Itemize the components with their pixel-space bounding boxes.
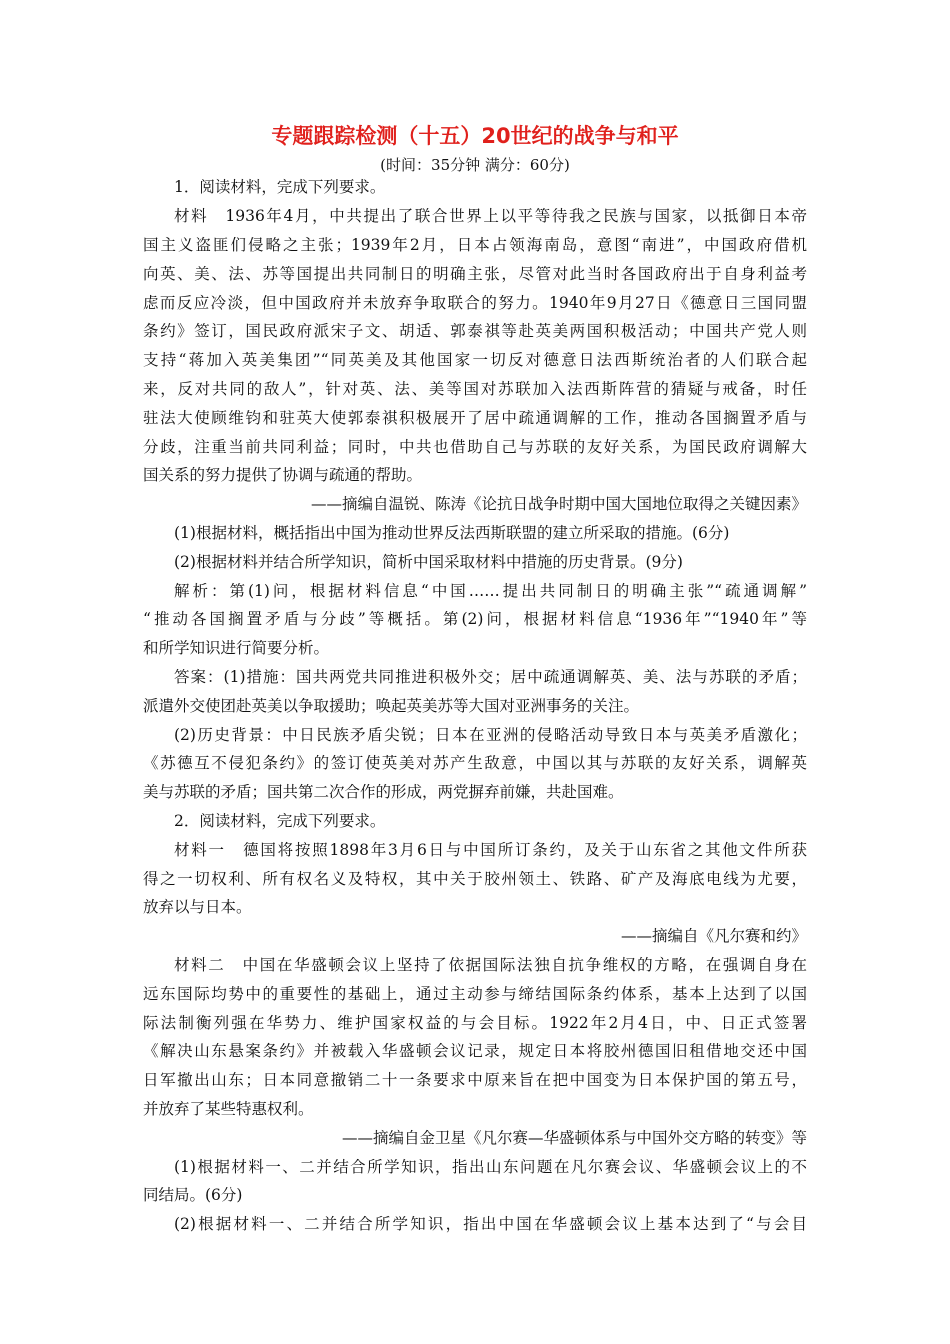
material-text-line: 向英、美、法、苏等国提出共同制日的明确主张，尽管对此当时各国政府出于自身利益考 — [143, 265, 807, 283]
material-text-line: 放弃以与日本。 — [143, 898, 252, 916]
material-text-line: 驻法大使顾维钧和驻英大使郭泰祺积极展开了居中疏通调解的工作，推动各国搁置矛盾与 — [143, 409, 807, 427]
source-citation: ——摘编自《凡尔赛和约》 — [620, 927, 807, 945]
material-text-line: 得之一切权利、所有权名义及特权，其中关于胶州领土、铁路、矿产及海底电线为尤要， — [143, 870, 807, 888]
material-text-line: 材料一 德国将按照1898年3月6日与中国所订条约，及关于山东省之其他文件所获 — [174, 841, 807, 859]
source-citation: ——摘编自温锐、陈涛《论抗日战争时期中国大国地位取得之关键因素》 — [310, 495, 807, 513]
question-1-prompt: 1．阅读材料，完成下列要求。 — [174, 178, 386, 196]
material-text-line: 日军撤出山东；日本同意撤销二十一条要求中原来旨在把中国变为日本保护国的第五号， — [143, 1071, 807, 1089]
time-score-info: (时间：35分钟 满分：60分) — [380, 156, 570, 174]
material-text-line: 材料 1936年4月，中共提出了联合世界上以平等待我之民族与国家，以抵御日本帝 — [174, 207, 807, 225]
answer-text-line: 派遣外交使团赴英美以争取援助；唤起英美苏等大国对亚洲事务的关注。 — [143, 697, 640, 715]
material-text-line: 远东国际均势中的重要性的基础上，通过主动参与缔结国际条约体系，基本上达到了以国 — [143, 985, 807, 1003]
material-text-line: 国主义盗匪们侵略之主张；1939年2月，日本占领海南岛，意图“南进”，中国政府借机 — [143, 236, 807, 254]
source-citation: ——摘编自金卫星《凡尔赛—华盛顿体系与中国外交方略的转变》等 — [341, 1129, 807, 1147]
analysis-text-line: 和所学知识进行简要分析。 — [143, 639, 330, 657]
material-text-line: 支持“蒋加入英美集团”“同英美及其他国家一切反对德意日法西斯统治者的人们联合起 — [143, 351, 807, 369]
answer-text-line: 《苏德互不侵犯条约》的签订使英美对苏产生敌意，中国以其与苏联的友好关系，调解英 — [143, 754, 807, 772]
answer-text-line: 答案：(1)措施：国共两党共同推进积极外交；居中疏通调解英、美、法与苏联的矛盾； — [174, 668, 807, 686]
sub-question: 同结局。(6分) — [143, 1186, 243, 1204]
sub-question: (1)根据材料，概括指出中国为推动世界反法西斯联盟的建立所采取的措施。(6分) — [174, 524, 730, 542]
sub-question: (2)根据材料并结合所学知识，简析中国采取材料中措施的历史背景。(9分) — [174, 553, 683, 571]
material-text-line: 分歧，注重当前共同利益；同时，中共也借助自己与苏联的友好关系，为国民政府调解大 — [143, 438, 807, 456]
analysis-text-line: 解析：第(1)问，根据材料信息“中国……提出共同制日的明确主张”“疏通调解” — [174, 582, 807, 600]
material-text-line: 《解决山东悬案条约》并被载入华盛顿会议记录，规定日本将胶州德国旧租借地交还中国 — [143, 1042, 807, 1060]
page-title: 专题跟踪检测（十五）20世纪的战争与和平 — [271, 124, 679, 148]
material-text-line: 材料二 中国在华盛顿会议上坚持了依据国际法独自抗争维权的方略，在强调自身在 — [174, 956, 807, 974]
sub-question: (2)根据材料一、二并结合所学知识，指出中国在华盛顿会议上基本达到了“与会目 — [174, 1215, 807, 1233]
material-text-line: 国关系的努力提供了协调与疏通的帮助。 — [143, 466, 423, 484]
answer-text-line: (2)历史背景：中日民族矛盾尖锐；日本在亚洲的侵略活动导致日本与英美矛盾激化； — [174, 726, 807, 744]
question-2-prompt: 2．阅读材料，完成下列要求。 — [174, 812, 386, 830]
analysis-text-line: “推动各国搁置矛盾与分歧”等概括。第(2)问，根据材料信息“1936年”“1940年”等 — [143, 610, 807, 628]
material-text-line: 条约》签订，国民政府派宋子文、胡适、郭泰祺等赴英美两国积极活动；中国共产党人则 — [143, 322, 807, 340]
material-text-line: 际法制衡列强在华势力、维护国家权益的与会目标。1922年2月4日，中、日正式签署 — [143, 1014, 807, 1032]
material-text-line: 来，反对共同的敌人”，针对英、法、美等国对苏联加入法西斯阵营的猜疑与戒备，时任 — [143, 380, 807, 398]
material-text-line: 虑而反应冷淡，但中国政府并未放弃争取联合的努力。1940年9月27日《德意日三国同盟 — [143, 294, 807, 312]
material-text-line: 并放弃了某些特惠权利。 — [143, 1100, 314, 1118]
answer-text-line: 美与苏联的矛盾；国共第二次合作的形成，两党摒弃前嫌，共赴国难。 — [143, 783, 624, 801]
sub-question: (1)根据材料一、二并结合所学知识，指出山东问题在凡尔赛会议、华盛顿会议上的不 — [174, 1158, 807, 1176]
